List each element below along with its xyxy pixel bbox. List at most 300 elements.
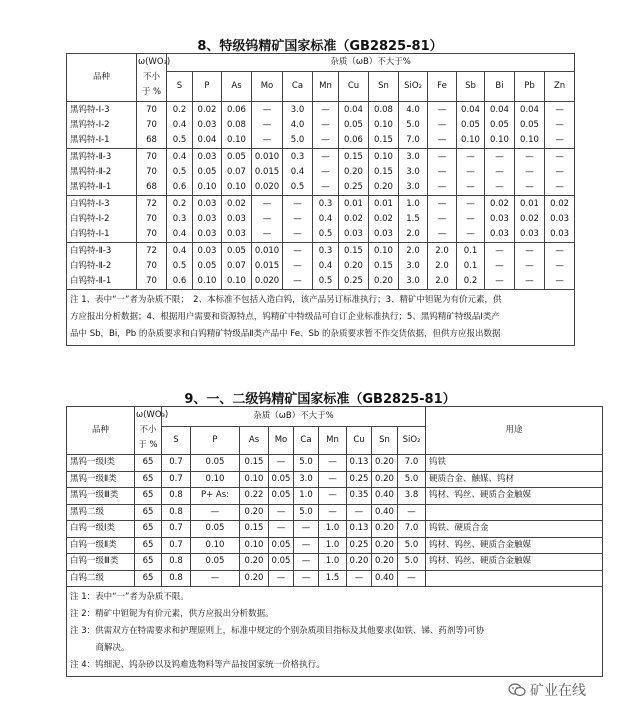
impurity-cell (313, 149, 339, 196)
impurity-value: — (495, 181, 504, 192)
column-header: Cu (339, 72, 369, 102)
impurity-value: 0.01 (374, 198, 393, 209)
impurity-value: 0.4 (172, 119, 187, 130)
impurity-value: 0.4 (318, 213, 333, 224)
impurity-value: — (466, 151, 475, 162)
impurity-value: 0.15 (240, 455, 269, 472)
impurity-value: 0.03 (490, 213, 509, 224)
impurity-value: 0.4 (172, 151, 187, 162)
impurity-value: 0.25 (347, 537, 372, 554)
impurity-value: 0.10 (520, 134, 539, 145)
impurity-value: 0.1 (463, 245, 478, 256)
header-use: 用途 (426, 407, 603, 455)
impurity-value: 0.015 (254, 260, 280, 271)
impurity-value: — (555, 151, 564, 162)
impurity-value: — (437, 104, 447, 115)
impurity-value: 0.25 (344, 275, 363, 286)
wo3-cell (137, 196, 167, 243)
grade-name: 白钨一级Ⅲ类 (67, 554, 135, 571)
column-header: Sn (369, 72, 399, 102)
impurity-value: 3.0 (406, 166, 420, 177)
impurity-cell (369, 243, 399, 290)
impurity-value: 0.03 (550, 228, 570, 239)
impurity-value: 0.010 (254, 151, 280, 162)
column-header: Mo (269, 427, 294, 455)
impurity-value: 0.1 (463, 260, 478, 271)
impurity-value: 0.10 (197, 275, 217, 286)
column-header: Cu (347, 427, 372, 455)
impurity-value: 0.03 (197, 151, 217, 162)
impurity-value: — (293, 198, 302, 209)
impurity-value: 0.10 (490, 134, 509, 145)
impurity-value: — (466, 228, 475, 239)
impurity-value: — (191, 570, 240, 587)
impurity-value: — (555, 119, 564, 130)
impurity-cell (369, 149, 399, 196)
grade-name: 黑钨一级Ⅲ类 (67, 488, 135, 505)
impurity-value: — (525, 245, 534, 256)
impurity-value: 0.08 (227, 119, 246, 130)
impurity-cell (222, 102, 252, 149)
impurity-cell (193, 149, 222, 196)
impurity-cell (193, 196, 222, 243)
impurity-value: — (262, 134, 272, 145)
wo3-value: 68 (146, 181, 157, 192)
impurity-cell (515, 196, 545, 243)
impurity-value: — (525, 151, 534, 162)
impurity-value: 0.3 (172, 213, 187, 224)
impurity-cell (313, 196, 339, 243)
impurity-cell (485, 149, 515, 196)
impurity-value: 0.35 (347, 488, 372, 505)
impurity-value: — (347, 570, 372, 587)
impurity-value: 1.0 (294, 488, 319, 505)
impurity-value: 0.05 (269, 471, 294, 488)
header-wo3: ω(WO₃) 不小 于 % (137, 54, 167, 102)
impurity-value: 3.0 (406, 151, 420, 162)
impurity-value: 4.0 (290, 119, 305, 130)
watermark (508, 680, 586, 700)
impurity-value: 0.020 (254, 275, 280, 286)
wo3-value: 70 (146, 166, 157, 177)
wo3-value: 65 (135, 471, 162, 488)
impurity-value: 0.10 (227, 134, 246, 145)
grade-name: 白钨一级Ⅱ类 (67, 537, 135, 554)
impurity-value: 0.08 (374, 104, 393, 115)
header-grade: 品种 (67, 54, 137, 102)
impurity-value: 5.0 (290, 134, 305, 145)
impurity-value: 0.03 (197, 119, 217, 130)
grade-name: 白钨特-Ⅰ-3 (70, 198, 110, 209)
use-value (426, 570, 603, 587)
column-header: Fe (428, 72, 457, 102)
impurity-value: 0.02 (197, 104, 217, 115)
impurity-value: 0.6 (172, 181, 187, 192)
impurity-value: 0.07 (227, 260, 246, 271)
impurity-value: 0.20 (344, 260, 363, 271)
impurity-value: 0.03 (197, 213, 217, 224)
impurity-value: — (398, 504, 426, 521)
table-row (67, 537, 603, 554)
column-header: Sn (372, 427, 398, 455)
wo3-value: 65 (135, 455, 162, 472)
impurity-value: — (293, 260, 302, 271)
impurity-value: — (437, 198, 447, 209)
impurity-cell (485, 243, 515, 290)
impurity-value: 0.05 (520, 119, 539, 130)
impurity-value: — (525, 275, 534, 286)
impurity-value: 0.10 (240, 471, 269, 488)
use-value: 钨材、钨丝、硬质合金触媒 (426, 554, 603, 571)
impurity-value: 0.010 (254, 245, 280, 256)
impurity-value: — (437, 151, 447, 162)
wechat-icon (508, 683, 526, 697)
grade-name: 黑钨特-Ⅱ-1 (70, 181, 112, 192)
impurity-cell (283, 149, 313, 196)
impurity-value: 0.03 (227, 228, 246, 239)
impurity-value: — (347, 504, 372, 521)
wo3-value: 70 (146, 228, 157, 239)
impurity-cell (545, 196, 575, 243)
impurity-value: — (525, 166, 534, 177)
impurity-value: — (321, 166, 330, 177)
impurity-value: 0.015 (254, 166, 280, 177)
impurity-value: — (437, 119, 447, 130)
impurity-value: 0.10 (461, 134, 480, 145)
impurity-value: 2.0 (406, 245, 420, 256)
impurity-value: — (437, 134, 447, 145)
impurity-value: 0.05 (461, 119, 480, 130)
impurity-value: 0.05 (490, 119, 509, 130)
impurity-value: 0.8 (162, 554, 191, 571)
impurity-cell (313, 243, 339, 290)
table-row (67, 455, 603, 472)
table2-notes: 注 1：表中“一”者为杂质不限。 注 2：精矿中钽铌为有价元素，供方应报出分析数据。 注 3：供需双方在特需要求和护理原则上，标准中规定的个别杂质项目指标及其他要求(如铁、锑、药剂等)可协 商解决。 注 4：钨细泥、钨杂砂以及钨难选物料等产品按国家统一价格执行。 (67, 587, 603, 677)
impurity-value: — (495, 245, 504, 256)
impurity-value: 3.0 (290, 104, 305, 115)
grade-name: 黑钨一级Ⅰ类 (67, 455, 135, 472)
impurity-value: 0.07 (227, 166, 246, 177)
impurity-value: — (319, 504, 347, 521)
impurity-value: — (319, 471, 347, 488)
impurity-cell (222, 196, 252, 243)
column-header: SiO₂ (399, 72, 428, 102)
impurity-value: 0.15 (374, 260, 393, 271)
impurity-value: 0.13 (347, 455, 372, 472)
impurity-cell (167, 196, 193, 243)
impurity-value: — (495, 260, 504, 271)
impurity-value: 0.20 (374, 181, 393, 192)
impurity-cell (457, 102, 485, 149)
impurity-value: — (269, 521, 294, 538)
impurity-value: 3.8 (398, 488, 426, 505)
use-value: 钨铁、硬质合金 (426, 521, 603, 538)
wo3-value: 70 (146, 104, 157, 115)
impurity-value: 0.02 (344, 213, 363, 224)
column-header: As (240, 427, 269, 455)
impurity-value: 0.04 (344, 104, 363, 115)
impurity-value: 0.03 (374, 228, 393, 239)
table-row (67, 102, 575, 149)
impurity-cell (545, 243, 575, 290)
impurity-value: 5.0 (294, 455, 319, 472)
impurity-value: 0.6 (172, 275, 187, 286)
impurity-value: — (555, 166, 564, 177)
table-row (67, 243, 575, 290)
impurity-value: 0.03 (344, 228, 363, 239)
impurity-cell (369, 196, 399, 243)
impurity-value: 0.02 (520, 213, 539, 224)
grade-name: 白钨特-Ⅱ-3 (70, 245, 112, 256)
impurity-cell (515, 243, 545, 290)
impurity-value: 0.01 (520, 198, 539, 209)
impurity-cell (399, 102, 428, 149)
impurity-value: — (262, 119, 272, 130)
impurity-value: 0.20 (374, 275, 393, 286)
use-value: 钨材、钨丝、硬质合金触媒 (426, 488, 603, 505)
impurity-value: 0.05 (197, 166, 217, 177)
wo3-value: 70 (146, 213, 157, 224)
impurity-value: — (437, 166, 447, 177)
impurity-value: 0.7 (162, 521, 191, 538)
table-row (67, 504, 603, 521)
impurity-value: — (293, 228, 302, 239)
impurity-value: 0.20 (372, 521, 398, 538)
impurity-value: 0.020 (254, 181, 280, 192)
impurity-cell (485, 196, 515, 243)
impurity-value: — (262, 104, 272, 115)
impurity-value: 0.5 (318, 275, 333, 286)
wo3-value: 65 (135, 537, 162, 554)
impurity-value: 0.10 (191, 471, 240, 488)
impurity-value: 0.03 (550, 213, 570, 224)
grade-name: 黑钨特-Ⅱ-3 (70, 151, 112, 162)
column-header: Sb (457, 72, 485, 102)
impurity-value: 0.13 (347, 521, 372, 538)
impurity-value: 0.5 (318, 228, 333, 239)
impurity-cell (339, 243, 369, 290)
impurity-value: 0.5 (172, 134, 187, 145)
impurity-value: — (321, 119, 330, 130)
impurity-cell (399, 196, 428, 243)
wo3-cell (137, 149, 167, 196)
impurity-value: 0.3 (290, 151, 305, 162)
impurity-value: 0.10 (374, 151, 393, 162)
impurity-value: 0.20 (240, 570, 269, 587)
impurity-value: — (555, 275, 564, 286)
wo3-value: 65 (135, 554, 162, 571)
impurity-value: — (525, 260, 534, 271)
impurity-cell (369, 102, 399, 149)
impurity-value: 1.0 (319, 554, 347, 571)
grade-name: 黑钨特-Ⅱ-2 (70, 166, 112, 177)
impurity-value: — (555, 104, 564, 115)
table-row (67, 521, 603, 538)
impurity-cell (457, 243, 485, 290)
impurity-value: — (466, 181, 475, 192)
impurity-value: 2.0 (435, 260, 449, 271)
header-grade: 品种 (67, 407, 135, 455)
grade-name: 白钨特-Ⅰ-2 (70, 213, 110, 224)
impurity-value: 0.20 (240, 554, 269, 571)
table2-title: 9、一、二级钨精矿国家标准（GB2825-81） (184, 392, 456, 407)
impurity-value: — (466, 166, 475, 177)
table-grade1-grade2-standard (66, 406, 603, 677)
impurity-value: 0.05 (269, 537, 294, 554)
impurity-value: 0.10 (240, 537, 269, 554)
table-row (67, 196, 575, 243)
impurity-cell (193, 102, 222, 149)
impurity-cell (167, 243, 193, 290)
impurity-value: — (555, 134, 564, 145)
wo3-value: 70 (146, 151, 157, 162)
impurity-cell (545, 149, 575, 196)
grade-name-cell (67, 243, 137, 290)
impurity-value: 0.04 (197, 134, 217, 145)
impurity-cell (428, 102, 457, 149)
impurity-cell (515, 102, 545, 149)
impurity-value: 0.05 (269, 488, 294, 505)
impurity-cell (485, 102, 515, 149)
impurity-value: 0.25 (347, 471, 372, 488)
impurity-value: 0.06 (344, 134, 363, 145)
impurity-value: 0.05 (191, 554, 240, 571)
impurity-value: 0.22 (240, 488, 269, 505)
impurity-value: — (262, 198, 272, 209)
impurity-value: — (437, 213, 447, 224)
wo3-value: 65 (135, 570, 162, 587)
impurity-cell (339, 102, 369, 149)
impurity-value: 0.5 (172, 166, 187, 177)
table1-notes: 注 1、表中“一”者为杂质不限； 2、本标准不包括入造白钨，该产品另订标准执行；3、精矿中钽铌为有价元素，供 方应报出分析数据；4、根据用户需要和资源特点，钨精矿中特级品可自订企业标准执行；5、黑钨精矿特级品Ⅰ类产 品中 Sb，Bi，Pb 的杂质要求和白钨精矿特级品Ⅱ类产品中 Fe、Sb 的杂质要求暂不作交货依据，但供方应报出数据 (67, 290, 575, 346)
table-row (67, 570, 603, 587)
impurity-value: — (269, 455, 294, 472)
grade-name: 黑钨特-Ⅰ-3 (70, 104, 110, 115)
impurity-value: 0.15 (344, 151, 363, 162)
impurity-value: 0.7 (162, 455, 191, 472)
impurity-value: 0.05 (191, 455, 240, 472)
impurity-value: 0.20 (372, 455, 398, 472)
impurity-value: — (293, 275, 302, 286)
impurity-value: — (321, 151, 330, 162)
impurity-value: 7.0 (398, 521, 426, 538)
impurity-value: 0.20 (372, 554, 398, 571)
impurity-value: — (262, 213, 272, 224)
impurity-value: 3.0 (406, 260, 420, 271)
impurity-value: — (293, 213, 302, 224)
impurity-value: 0.4 (318, 260, 333, 271)
impurity-value: 0.8 (162, 488, 191, 505)
wo3-value: 65 (135, 488, 162, 505)
impurity-value: — (398, 570, 426, 587)
impurity-cell (222, 243, 252, 290)
impurity-value: — (321, 134, 330, 145)
impurity-value: — (321, 181, 330, 192)
impurity-value: 0.05 (344, 119, 363, 130)
impurity-value: 1.5 (319, 570, 347, 587)
impurity-value: 1.0 (319, 521, 347, 538)
use-value: 硬质合金、触媒、钨材 (426, 471, 603, 488)
impurity-value: 5.0 (398, 537, 426, 554)
impurity-value: 0.01 (344, 198, 363, 209)
impurity-cell (283, 196, 313, 243)
impurity-cell (515, 149, 545, 196)
impurity-value: 4.0 (406, 104, 420, 115)
impurity-value: 2.0 (406, 228, 420, 239)
impurity-value: — (321, 104, 330, 115)
impurity-cell (545, 102, 575, 149)
impurity-value: 2.0 (435, 275, 449, 286)
impurity-value: — (555, 181, 564, 192)
impurity-value: 0.40 (372, 488, 398, 505)
impurity-value: 0.02 (550, 198, 570, 209)
wo3-value: 72 (146, 198, 157, 209)
impurity-value: 3.0 (406, 275, 420, 286)
grade-name: 白钨二级 (67, 570, 135, 587)
impurity-value: 1.0 (406, 198, 420, 209)
impurity-value: 0.10 (227, 275, 246, 286)
grade-name: 白钨特-Ⅱ-2 (70, 260, 112, 271)
column-header: As (222, 72, 252, 102)
impurity-value: — (319, 488, 347, 505)
impurity-cell (428, 243, 457, 290)
impurity-value: 0.02 (374, 213, 393, 224)
impurity-value: 0.03 (520, 228, 539, 239)
impurity-value: 0.10 (374, 119, 393, 130)
impurity-value: 0.02 (490, 198, 509, 209)
impurity-cell (339, 149, 369, 196)
column-header: S (162, 427, 191, 455)
impurity-value: — (495, 151, 504, 162)
grade-name: 白钨特-Ⅰ-1 (70, 228, 110, 239)
wo3-value: 70 (146, 275, 157, 286)
wo3-cell (137, 102, 167, 149)
impurity-value: 0.8 (162, 570, 191, 587)
impurity-value: 0.05 (197, 260, 217, 271)
impurity-value: — (294, 570, 319, 587)
grade-name-cell (67, 196, 137, 243)
impurity-value: 3.0 (294, 471, 319, 488)
impurity-value: 1.0 (319, 537, 347, 554)
impurity-cell (252, 196, 283, 243)
impurity-cell (399, 149, 428, 196)
impurity-cell (457, 149, 485, 196)
table-special-grade-standard (66, 53, 575, 346)
impurity-value: 0.15 (374, 166, 393, 177)
column-header: SiO₂ (398, 427, 426, 455)
grade-name: 黑钨二级 (67, 504, 135, 521)
wo3-value: 70 (146, 119, 157, 130)
impurity-cell (283, 102, 313, 149)
impurity-value: 1.5 (406, 213, 420, 224)
impurity-value: 0.06 (227, 104, 246, 115)
impurity-value: — (191, 504, 240, 521)
impurity-value: 0.03 (197, 228, 217, 239)
grade-name: 黑钨特-Ⅰ-2 (70, 119, 110, 130)
impurity-value: 0.03 (197, 245, 217, 256)
impurity-value: 0.03 (227, 213, 246, 224)
table-row (67, 488, 603, 505)
impurity-value: — (525, 181, 534, 192)
impurity-value: 5.0 (398, 471, 426, 488)
impurity-value: 0.20 (344, 166, 363, 177)
impurity-value: — (293, 245, 302, 256)
column-header: Zn (545, 72, 575, 102)
impurity-cell (167, 102, 193, 149)
impurity-value: 0.10 (197, 181, 217, 192)
impurity-value: 0.40 (372, 504, 398, 521)
impurity-cell (428, 149, 457, 196)
